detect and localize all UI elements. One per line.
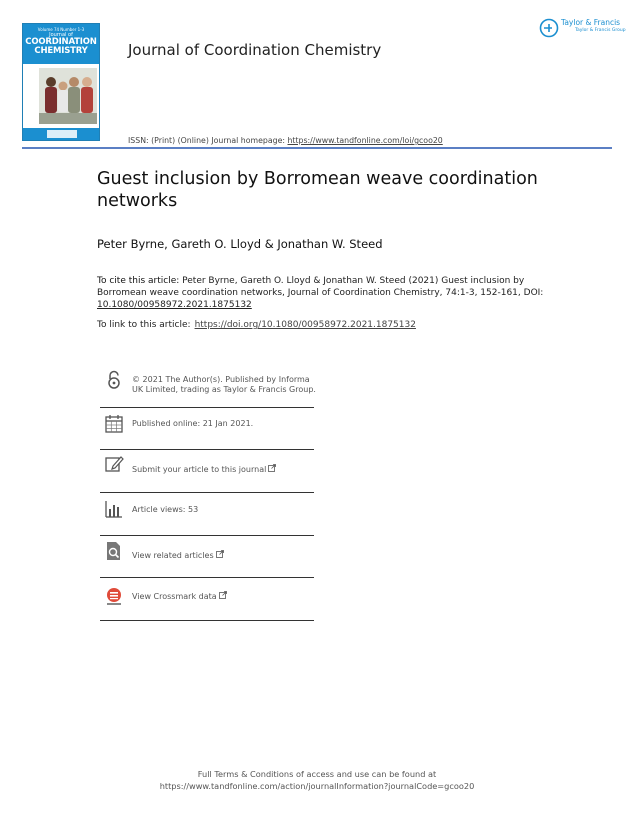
published-online-text: Published online: 21 Jan 2021.	[132, 419, 254, 428]
journal-homepage-link[interactable]: https://www.tandfonline.com/loi/gcoo20	[287, 136, 443, 145]
external-link-icon	[216, 550, 224, 558]
related-articles-label: View related articles	[132, 551, 214, 560]
published-online-item	[100, 408, 314, 450]
calendar-icon	[104, 414, 124, 434]
article-views-item	[100, 493, 314, 536]
submit-article-item[interactable]	[100, 450, 314, 493]
publisher-logo-sub: Taylor & Francis Group	[575, 28, 626, 33]
terms-footer	[0, 768, 634, 792]
cover-volume: Volume 74 Number 1-3	[37, 27, 85, 32]
cover-photo-people	[39, 68, 97, 124]
journal-name: Journal of Coordination Chemistry	[128, 41, 382, 59]
citation-block	[97, 275, 547, 311]
issn-homepage-line	[128, 136, 443, 145]
article-title: Guest inclusion by Borromean weave coordination networks	[97, 169, 538, 211]
terms-line: Full Terms & Conditions of access and use can be found at	[197, 769, 437, 779]
cover-masthead	[23, 24, 99, 64]
journal-cover-thumbnail	[22, 23, 100, 141]
link-block	[97, 320, 416, 330]
cover-photo	[39, 68, 97, 124]
related-articles-item[interactable]	[100, 536, 314, 578]
copyright-text: © 2021 The Author(s). Published by Informa UK Limited, trading as Taylor & Francis Group.	[132, 375, 316, 394]
article-authors: Peter Byrne, Gareth O. Lloyd & Jonathan W. Steed	[97, 237, 383, 251]
open-access-item	[100, 366, 314, 408]
submit-article-label: Submit your article to this journal	[132, 465, 267, 474]
related-articles-link[interactable]	[132, 550, 224, 561]
edit-icon	[104, 454, 124, 474]
external-link-icon	[268, 464, 276, 472]
crossmark-link[interactable]	[132, 591, 227, 602]
crossmark-label: View Crossmark data	[132, 592, 217, 601]
related-search-icon	[104, 541, 124, 561]
open-access-lock-icon	[104, 370, 124, 390]
header-divider	[22, 147, 612, 149]
cite-doi-link[interactable]: 10.1080/00958972.2021.1875132	[97, 300, 252, 310]
link-label: To link to this article:	[97, 320, 191, 330]
crossmark-item[interactable]	[100, 578, 314, 621]
cite-label: To cite this article:	[97, 276, 180, 286]
cover-title-line2: CHEMISTRY	[34, 45, 88, 56]
article-views-text: Article views: 53	[132, 505, 199, 514]
issn-text: ISSN: (Print) (Online) Journal homepage:	[128, 136, 285, 145]
crossmark-icon	[104, 586, 124, 606]
external-link-icon	[219, 591, 227, 599]
cover-publisher-logo	[47, 130, 77, 138]
cover-footer-bar	[23, 128, 99, 140]
submit-article-link[interactable]	[132, 464, 276, 475]
cover-journal-of: Journal of	[49, 32, 73, 38]
terms-url-link[interactable]: https://www.tandfonline.com/action/journalInformation?journalCode=gcoo20	[159, 781, 475, 791]
bar-chart-icon	[104, 499, 124, 519]
publisher-logo-name: Taylor & Francis	[561, 18, 621, 27]
cite-text: Peter Byrne, Gareth O. Lloyd & Jonathan W. Steed (2021) Guest inclusion by Borromean weave coordination networks, Journal of Coordination Chemistry, 74:1-3, 152-161, DOI:	[97, 276, 544, 298]
cover-title-line1: COORDINATION	[25, 37, 97, 47]
article-doi-url-link[interactable]: https://doi.org/10.1080/00958972.2021.1875132	[194, 320, 416, 330]
